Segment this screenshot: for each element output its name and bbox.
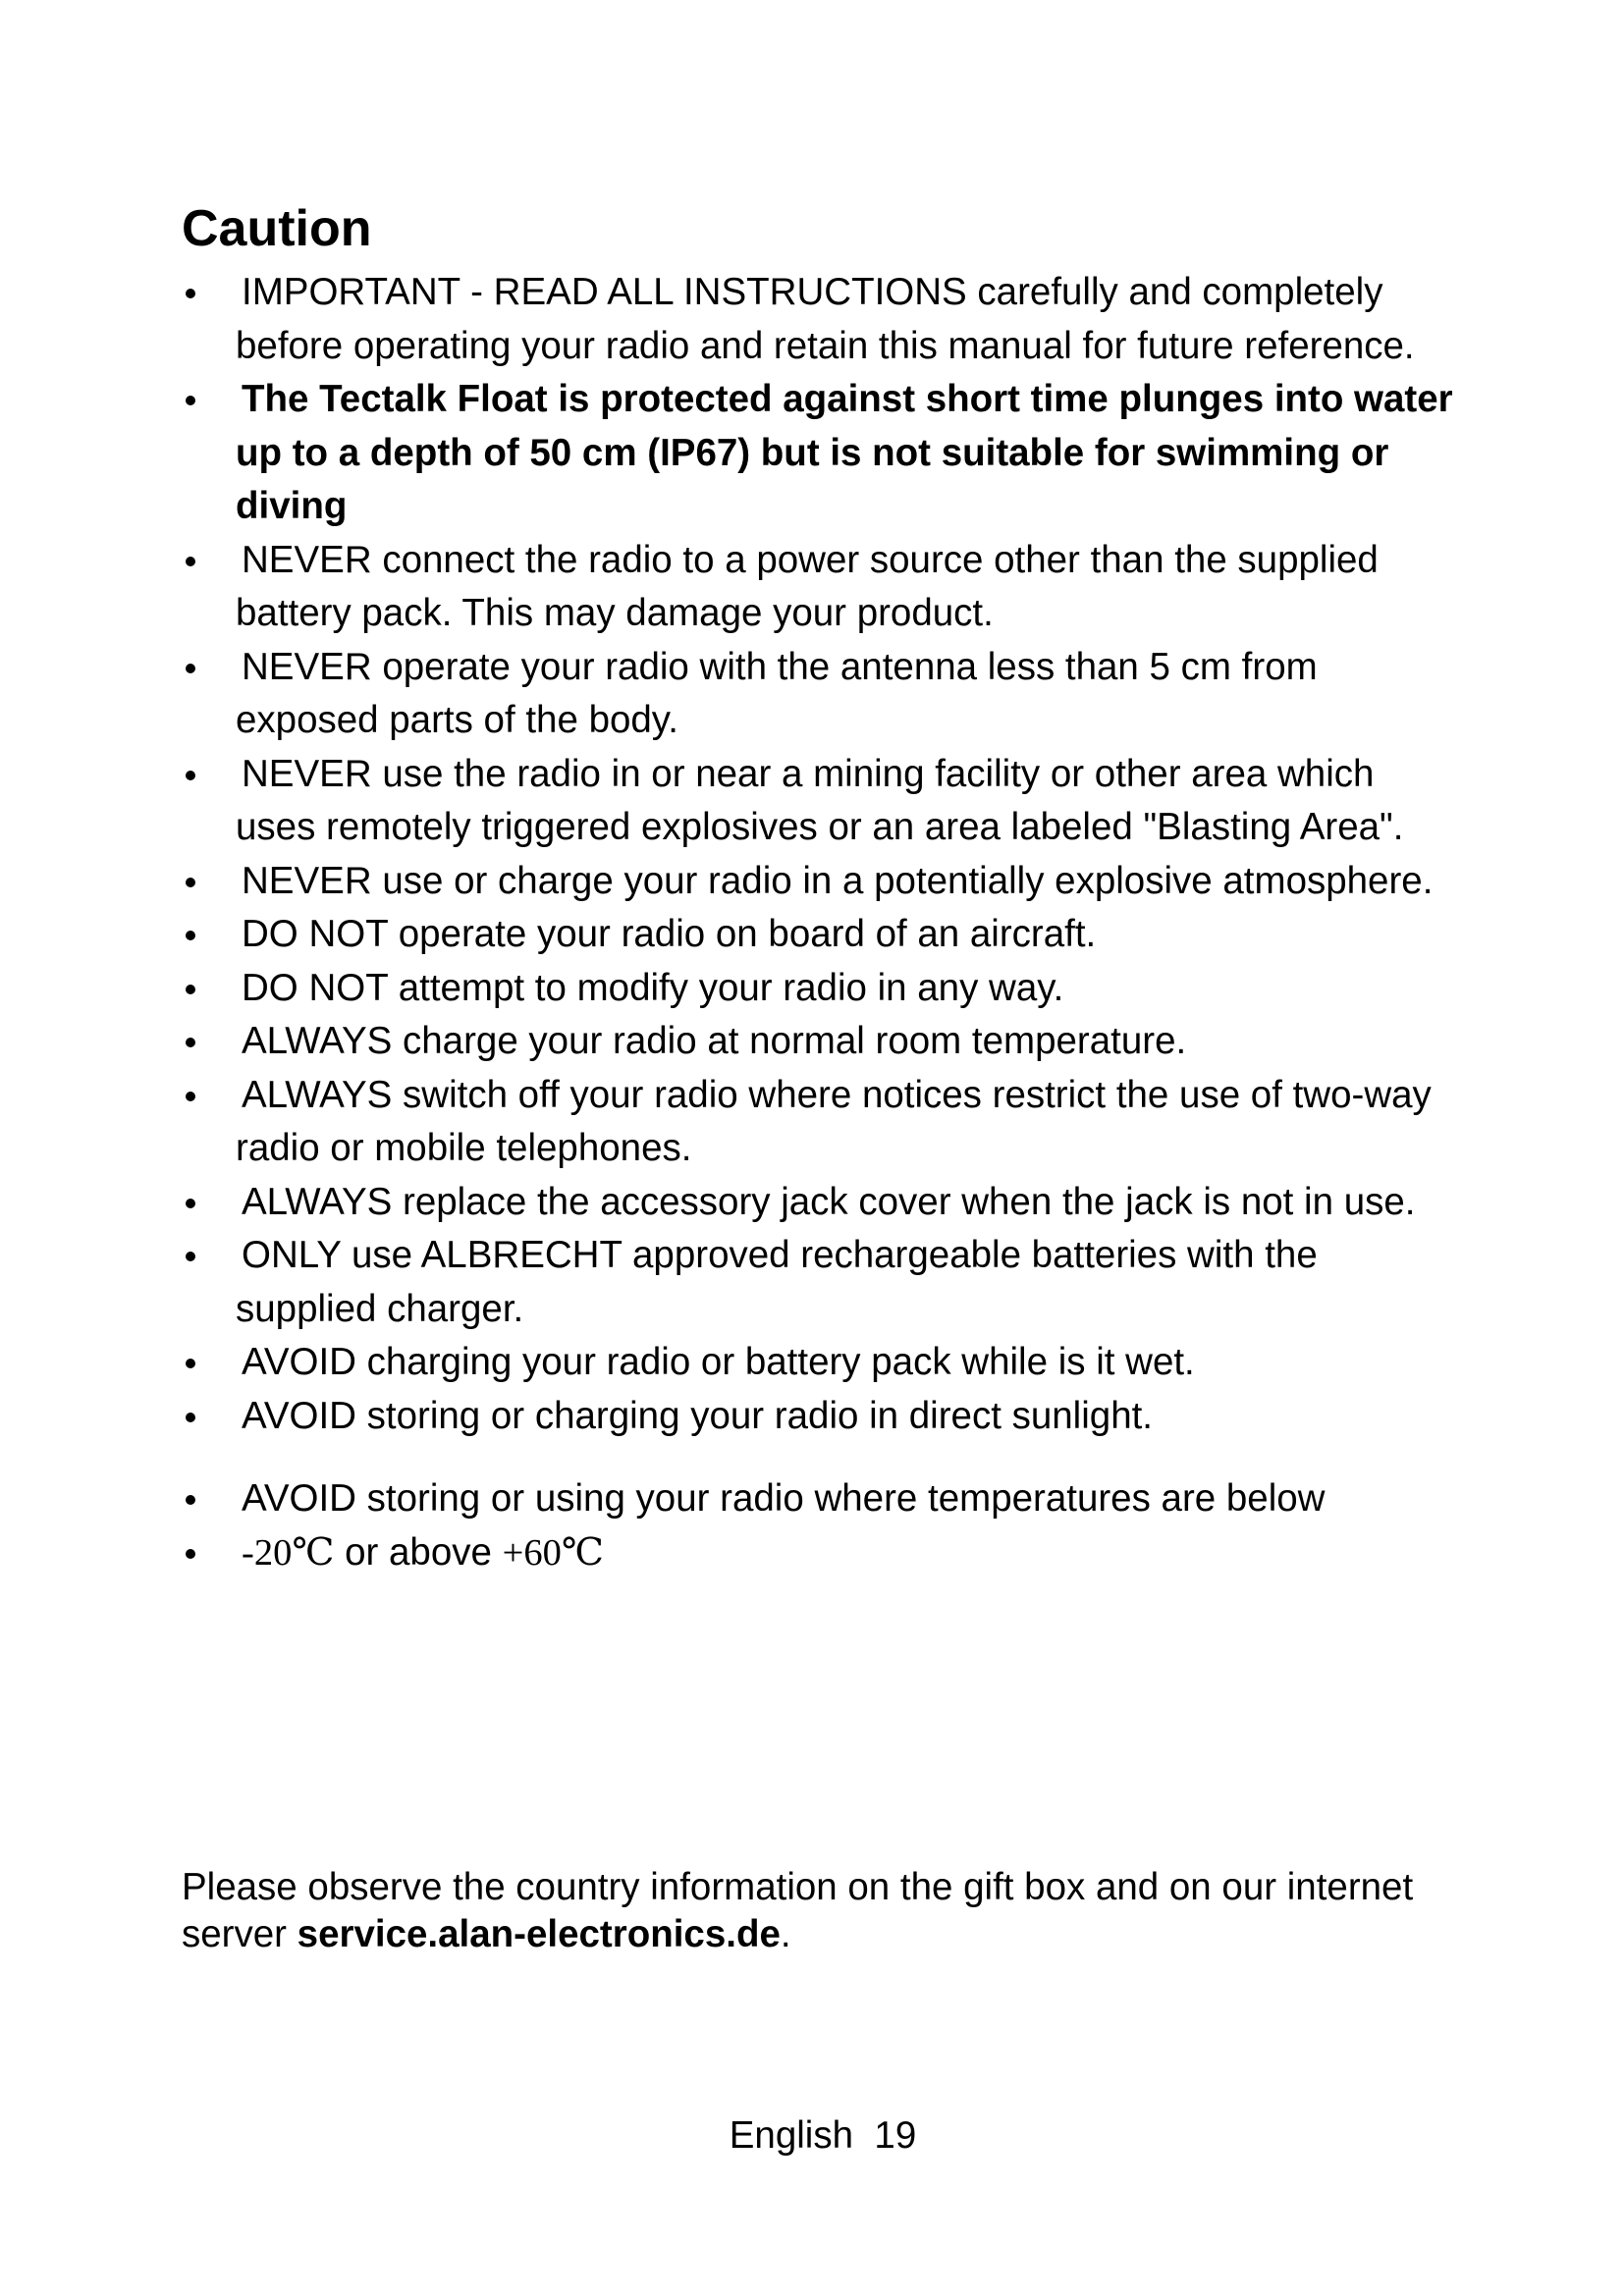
footer-language: English [729, 2114, 854, 2157]
temperature-range [236, 1531, 604, 1574]
caution-text: AVOID charging your radio or battery pack while is it wet. [242, 1341, 1195, 1383]
page-footer [0, 2111, 1624, 2161]
notice-end: . [780, 1913, 791, 1955]
list-item [182, 266, 1458, 373]
temperature-high: +60℃ [502, 1531, 604, 1574]
caution-text: The Tectalk Float is protected against short time plunges into water up to a depth of 50 cm (IP67) but is not suitable for swimming or diving [236, 378, 1453, 527]
caution-text: NEVER operate your radio with the antenna less than 5 cm from exposed parts of the body. [236, 645, 1318, 741]
page-title: Caution [182, 200, 372, 257]
notice-text: Please observe the country information on the gift box and on our internet server [182, 1866, 1414, 1955]
caution-text: AVOID storing or using your radio where temperatures are below [242, 1477, 1326, 1520]
list-item [182, 1390, 1458, 1444]
caution-list [182, 266, 1458, 1579]
page-number: 19 [874, 2114, 917, 2157]
temperature-low: -20℃ [242, 1531, 335, 1574]
list-item [182, 1015, 1458, 1069]
list-item [182, 962, 1458, 1016]
caution-text: ALWAYS switch off your radio where notices restrict the use of two-way radio or mobile telephones. [236, 1073, 1432, 1169]
list-item [182, 1526, 1458, 1580]
caution-text: NEVER connect the radio to a power source other than the supplied battery pack. This may damage your product. [236, 538, 1379, 634]
list-item [182, 748, 1458, 855]
service-link[interactable]: service.alan-electronics.de [297, 1913, 781, 1955]
temperature-connector: or above [334, 1530, 503, 1574]
caution-text: DO NOT attempt to modify your radio in any way. [242, 966, 1064, 1009]
list-item [182, 908, 1458, 962]
list-item [182, 534, 1458, 641]
caution-text: NEVER use or charge your radio in a potentially explosive atmosphere. [242, 859, 1434, 902]
list-item [182, 373, 1458, 534]
list-item [182, 855, 1458, 909]
caution-text: NEVER use the radio in or near a mining facility or other area which uses remotely triggered explosives or an area labeled "Blasting Area". [236, 752, 1404, 848]
list-item [182, 1336, 1458, 1390]
caution-text: ONLY use ALBRECHT approved rechargeable batteries with the supplied charger. [236, 1234, 1318, 1330]
caution-text: AVOID storing or charging your radio in direct sunlight. [242, 1394, 1154, 1437]
caution-text: DO NOT operate your radio on board of an aircraft. [242, 913, 1097, 955]
list-item [182, 1069, 1458, 1176]
country-info-notice [182, 1864, 1458, 1958]
list-item [182, 1229, 1458, 1336]
caution-text: IMPORTANT - READ ALL INSTRUCTIONS carefully and completely before operating your radio and retain this manual for future reference. [236, 271, 1415, 367]
list-item [182, 1176, 1458, 1230]
list-item [182, 1472, 1458, 1526]
caution-text: ALWAYS charge your radio at normal room temperature. [242, 1020, 1187, 1062]
list-item [182, 641, 1458, 748]
caution-text: ALWAYS replace the accessory jack cover when the jack is not in use. [242, 1180, 1416, 1223]
